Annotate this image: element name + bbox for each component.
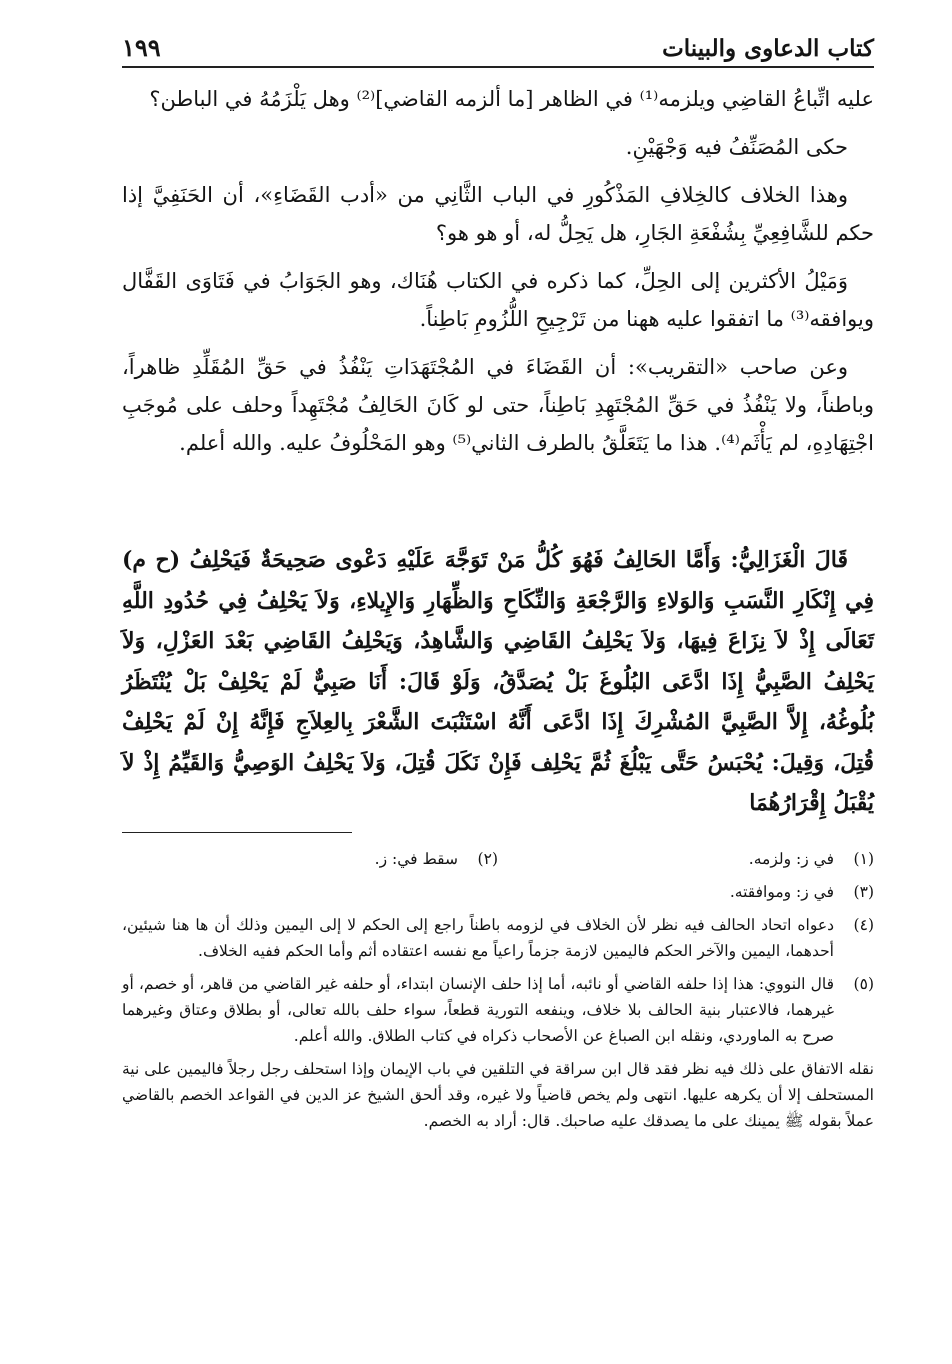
footnotes [122, 846, 874, 1134]
footnote-text: في ز: وموافقته. [729, 883, 834, 901]
matn-paragraph: قَالَ الْغَزَالِيُّ: وَأَمَّا الحَالِفُ فَهُوَ كُلُّ مَنْ تَوَجَّهَ عَلَيْهِ دَعْوى صَحِيحَةٌ فَيَحْلِفُ (ح م) فِي إِنْكَارِ النَّسَبِ وَالوَلاءِ وَالرَّجْعَةِ وَالنِّكَاحِ وَالظِّهَارِ وَالإِيلاءِ، وَلاَ يَحْلِفُ فِي حُدُودِ اللَّهِ تَعَالَى إِذْ لاَ نِزَاعَ فِيهَا، وَلاَ يَحْلِفُ القَاضِي وَالشَّاهِدُ، وَيَحْلِفُ القَاضِي بَعْدَ العَزْلِ، وَلاَ يَحْلِفُ الصَّبِيُّ إِذَا ادَّعَى البُلُوغَ بَلْ يُصَدَّقُ، وَلَوْ قَالَ: أَنَا صَبِيٌّ لَمْ يَحْلِفْ بَلْ يُنْتَظَرُ بُلُوغُهُ، إِلاَّ الصَّبِيَّ المُشْرِكَ إِذَا ادَّعَى أَنَّهُ اسْتَنْبَتَ الشَّعْرَ بِالعِلاَجِ فَإِنَّهُ إِنْ لَمْ يَحْلِفْ قُتِلَ، وَقِيلَ: يُحْبَسُ حَتَّى يَبْلُغَ ثُمَّ يَحْلِف فَإِنْ نَكَلَ قُتِلَ، وَلاَ يَحْلِفُ الوَصِيُّ وَالقَيِّمُ إِذْ لاَ يُقْبَلُ إِقْرَارُهُمَا [122, 547, 874, 816]
footnote-number: (٣) [853, 883, 874, 901]
footnote-row-1-2 [122, 846, 874, 872]
paragraph-2: حكى المُصَنِّفُ فيه وَجْهَيْنِ. [625, 135, 848, 159]
footnote-text: في ز: ولزمه. [748, 850, 834, 868]
footnote-2 [122, 846, 498, 872]
footnote-1 [498, 846, 874, 872]
book-title: كتاب الدعاوى والبينات [662, 35, 874, 62]
paragraph-5: وعن صاحب «التقريب»: أن القَضَاءَ في المُجْتَهَدَاتِ يَنْفُذُ في حَقِّ المُقَلِّدِ ظاهراً، وباطناً، ولا يَنْفُذُ في حَقِّ المُجْتَهِدِ بَاطِناً، حتى لو كَانَ الحَالِفُ مُجْتَهِداً وحلف على مُوجَبِ اجْتِهَادِهِ، لم يَأْثَم⁽⁴⁾. هذا ما يَتَعَلَّقُ بالطرف الثاني⁽⁵⁾ وهو المَحْلُوفُ عليه. والله أعلم. [122, 355, 874, 455]
page-number: ١٩٩ [122, 33, 161, 62]
footnote-divider [122, 832, 352, 833]
footnote-text: قال النووي: هذا إذا حلفه القاضي أو نائبه، أما إذا حلف الإنسان ابتداء، أو حلفه غير القاضي من قاهر، أو خصم، أو غيرهما، فالاعتبار بنية الحالف بلا خلاف، وينفعه التورية قطعاً، سواء حلف بالله تعالى، أو بطلاق وعتاق وغيرهما صرح به الماوردي، ونقله ابن الصباغ عن الأصحاب ذكراه في كتاب الطلاق. والله أعلم. [122, 975, 834, 1045]
footnote-5 [122, 971, 874, 1049]
footnote-3 [122, 879, 874, 905]
footnote-number: (٥) [853, 975, 874, 993]
paragraph-1: عليه اتِّباعُ القاضِي ويلزمه⁽¹⁾ في الظاهر [ما ألزمه القاضي]⁽²⁾ وهل يَلْزَمُهُ في الباطن؟ [149, 87, 874, 111]
footnote-text: سقط في: ز. [374, 850, 458, 868]
paragraph-3: وهذا الخلاف كالخِلافِ المَذْكُورِ في الباب الثَّانِي من «أدب القَضَاءِ»، أن الحَنَفِيَّ إذا حكم للشَّافِعِيِّ بِشُفْعَةِ الجَارِ، هل يَحِلُّ له، أو هو هو؟ [122, 183, 874, 245]
footnote-5-continuation: نقله الاتفاق على ذلك فيه نظر فقد قال ابن سراقة في التلقين في باب الإيمان وإذا استحلف رجل رجلاً فاليمين على نية المستحلف إلا أن يكرهه عليها. انتهى ولم يخص قاضياً ولا غيره، وقد ألحق الشيخ عز الدين في القواعد الخصم بالقاضي عملاً بقوله ﷺ يمينك على ما يصدقك عليه صاحبك. قال: أراد به الخصم. [122, 1060, 874, 1130]
commentary-text [122, 80, 874, 472]
footnote-number: (٤) [853, 916, 874, 934]
footnote-4 [122, 912, 874, 964]
running-head [122, 26, 874, 68]
paragraph-4: وَمَيْلُ الأكثرين إلى الحِلِّ، كما ذكره في الكتاب هُنَاك، وهو الجَوَابُ في فَتَاوَى القَفَّال ويوافقه⁽³⁾ ما اتفقوا عليه ههنا من تَرْجِيحِ اللُّزُومِ بَاطِناً. [122, 269, 874, 331]
footnote-number: (٢) [477, 850, 498, 868]
footnote-text: دعواه اتحاد الحالف فيه نظر لأن الخلاف في لزومه باطناً راجع إلى الحكم لا إلى اليمين وذلك أن ها هنا شيئين، أحدهما، اليمين والآخر الحكم فاليمين لازمة جزماً راعياً مع نفسه اعتقاده أثم وأما الحكم ففيه الخلاف. [122, 916, 834, 960]
footnote-number: (١) [853, 850, 874, 868]
